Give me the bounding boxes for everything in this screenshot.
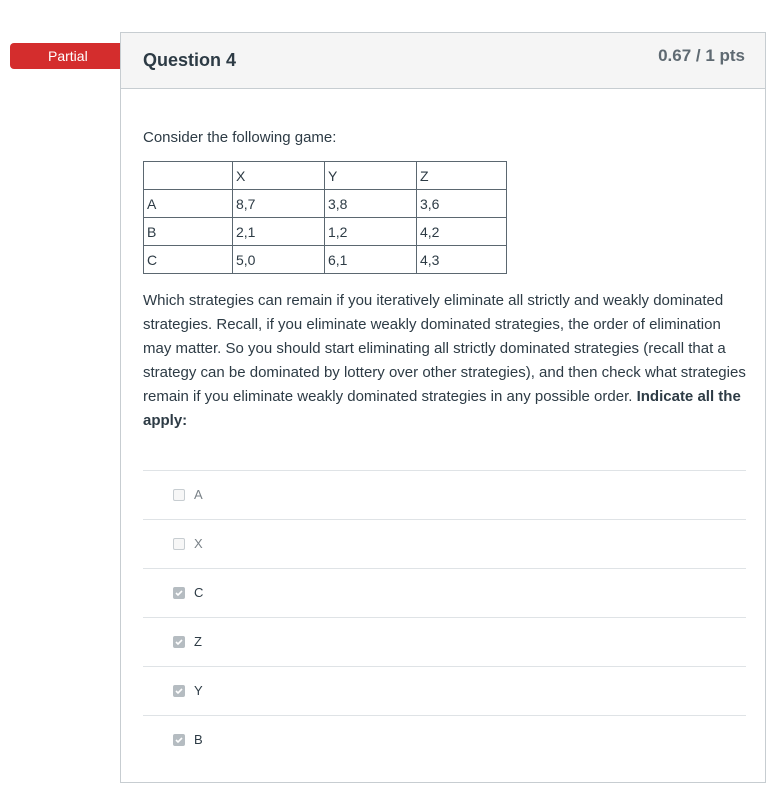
answer-list: [143, 470, 746, 764]
answer-checkbox-checked[interactable]: [173, 685, 185, 697]
table-cell: X: [233, 162, 325, 190]
answer-option-b: [143, 715, 746, 764]
checkmark-icon: [174, 637, 184, 647]
table-cell: 8,7: [233, 190, 325, 218]
answer-checkbox[interactable]: [173, 489, 185, 501]
question-header: [121, 33, 765, 89]
checkmark-icon: [174, 588, 184, 598]
answer-checkbox-checked[interactable]: [173, 734, 185, 746]
table-row: [144, 218, 507, 246]
table-row: [144, 246, 507, 274]
answer-checkbox[interactable]: [173, 538, 185, 550]
table-cell: A: [144, 190, 233, 218]
table-cell: C: [144, 246, 233, 274]
status-label: Partial: [48, 48, 88, 64]
answer-option-x: [143, 519, 746, 568]
table-header-row: [144, 162, 507, 190]
table-cell: 1,2: [325, 218, 417, 246]
prompt-text: Which strategies can remain if you iteratively eliminate all strictly and weakly dominated strategies. Recall, if you eliminate weakly dominated strategies, the order of elimination may matter. So you should start eliminating all strictly dominated strategies (recall that a strategy can be dominated by lottery over other strategies), and then check what strategies remain if you eliminate weakly dominated strategies in any possible order.: [143, 292, 746, 405]
table-cell: Z: [417, 162, 507, 190]
table-cell: [144, 162, 233, 190]
question-points: 0.67 / 1 pts: [658, 46, 745, 65]
table-cell: Y: [325, 162, 417, 190]
table-cell: 5,0: [233, 246, 325, 274]
table-cell: 4,3: [417, 246, 507, 274]
answer-option-a: [143, 470, 746, 519]
partial-status-flag: [10, 43, 123, 69]
table-row: [144, 190, 507, 218]
table-cell: 6,1: [325, 246, 417, 274]
answer-option-y: [143, 666, 746, 715]
question-intro: Consider the following game:: [143, 129, 337, 146]
answer-checkbox-checked[interactable]: [173, 636, 185, 648]
table-cell: 2,1: [233, 218, 325, 246]
payoff-table: [143, 161, 507, 274]
answer-label: C: [194, 585, 204, 600]
checkmark-icon: [174, 735, 184, 745]
answer-label: Y: [194, 683, 203, 698]
answer-option-c: [143, 568, 746, 617]
answer-checkbox-checked[interactable]: [173, 587, 185, 599]
prompt-instruction: Indicate all the apply:: [143, 388, 741, 429]
checkmark-icon: [174, 686, 184, 696]
answer-label: Z: [194, 634, 202, 649]
question-title: Question 4: [143, 50, 237, 70]
answer-label: B: [194, 732, 203, 747]
table-cell: B: [144, 218, 233, 246]
question-card: [120, 32, 766, 783]
table-cell: 3,8: [325, 190, 417, 218]
table-cell: 4,2: [417, 218, 507, 246]
table-cell: 3,6: [417, 190, 507, 218]
question-prompt: [143, 289, 753, 433]
answer-label: X: [194, 536, 203, 551]
answer-label: A: [194, 487, 203, 502]
answer-option-z: [143, 617, 746, 666]
